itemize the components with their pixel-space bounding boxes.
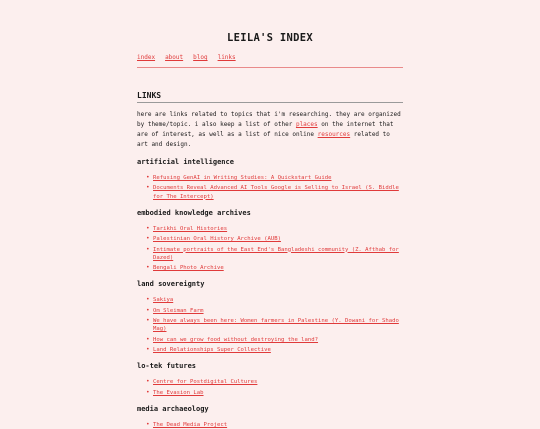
link-list xyxy=(137,421,403,429)
resource-link[interactable]: Sakiya xyxy=(153,297,174,304)
nav-link-blog[interactable]: blog xyxy=(193,54,208,61)
nav-divider xyxy=(137,67,403,68)
list-item xyxy=(146,336,403,344)
list-item xyxy=(146,421,403,429)
resource-link[interactable]: Om Sleiman Farm xyxy=(153,307,204,314)
list-item xyxy=(146,184,403,200)
nav-link-about[interactable]: about xyxy=(165,54,184,61)
list-item xyxy=(146,389,403,397)
resource-link[interactable]: Bengali Photo Archive xyxy=(153,265,224,272)
resource-link[interactable]: Palestinian Oral History Archive (AUB) xyxy=(153,236,281,243)
resource-link[interactable]: Intimate portraits of the East End's Bangladeshi community (Z. Afthab for Dazed) xyxy=(153,246,399,261)
list-item xyxy=(146,307,403,315)
list-item xyxy=(146,235,403,243)
list-item xyxy=(146,378,403,386)
link-list xyxy=(137,378,403,397)
list-item xyxy=(146,225,403,233)
resource-link[interactable]: Refusing GenAI in Writing Studies: A Quickstart Guide xyxy=(153,175,332,181)
link-list xyxy=(137,296,403,354)
category-heading: artificial intelligence xyxy=(137,158,234,166)
list-item xyxy=(146,246,403,262)
resources-link[interactable]: resources xyxy=(317,131,351,138)
page-container xyxy=(137,0,403,429)
intro-paragraph xyxy=(137,110,403,150)
page-heading: LINKS xyxy=(137,91,403,103)
link-list xyxy=(137,174,403,201)
link-list xyxy=(137,225,403,273)
category-heading: lo-tek futures xyxy=(137,362,197,371)
intro-text: on the internet that are of interest, as well as a list of nice online xyxy=(137,121,394,138)
resource-link[interactable]: We have always been here: Women farmers in Palestine (Y. Dowani for Shado Mag) xyxy=(153,318,399,333)
resource-link[interactable]: Documents Reveal Advanced AI Tools Google is Selling to Israel (S. Biddle for The Intercept) xyxy=(153,185,399,200)
resource-link[interactable]: Tarikhi Oral Histories xyxy=(153,225,228,232)
resource-link[interactable]: The Evasion Lab xyxy=(153,389,204,396)
list-item xyxy=(146,174,403,182)
intro-text: here are links related to topics that i'm researching. they are organized by theme/topic. i also keep a list of other xyxy=(137,111,401,128)
site-title: LEILA'S INDEX xyxy=(226,32,314,44)
main-nav xyxy=(137,54,403,62)
intro-text: related to art and design. xyxy=(137,131,390,148)
category-heading: embodied knowledge archives xyxy=(137,208,251,217)
category-heading: media archaeology xyxy=(137,404,209,413)
nav-link-links[interactable]: links xyxy=(217,54,236,61)
list-item xyxy=(146,317,403,333)
category-heading: land sovereignty xyxy=(137,280,205,289)
resource-link[interactable]: The Dead Media Project xyxy=(153,421,228,428)
places-link[interactable]: places xyxy=(295,121,318,128)
list-item xyxy=(146,264,403,272)
nav-link-index[interactable]: index xyxy=(137,54,156,61)
resource-link[interactable]: How can we grow food without destroying the land? xyxy=(153,336,319,343)
resource-link[interactable]: Land Relationships Super Collective xyxy=(153,347,271,354)
list-item xyxy=(146,346,403,354)
resource-link[interactable]: Centre for Postdigital Cultures xyxy=(153,379,258,386)
list-item xyxy=(146,296,403,304)
